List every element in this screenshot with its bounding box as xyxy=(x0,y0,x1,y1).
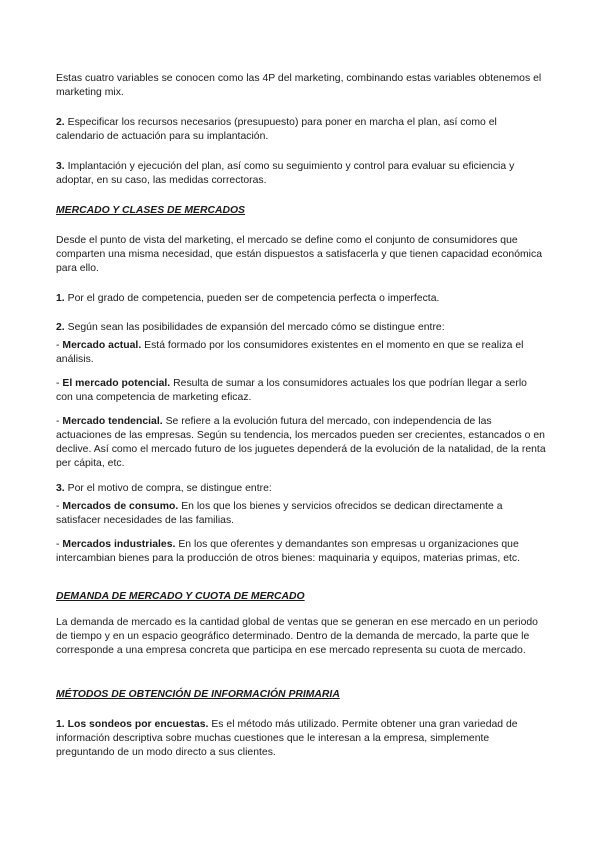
paragraph-text: Desde el punto de vista del marketing, el mercado se define como el conjunto de consumidores que comparten una misma necesidad, que están dispuestos a satisfacerla y que tienen capacidad económica para ello. xyxy=(56,235,543,274)
sub-item-mercados-consumo xyxy=(56,500,546,528)
dash: - xyxy=(56,378,63,389)
paragraph-text: La demanda de mercado es la cantidad global de ventas que se generan en ese mercado en un periodo de tiempo y en un espacio geográfico determinado. Dentro de la demanda de mercado, la parte que le corresponde a una empresa concreta que participa en ese mercado representa su cuota de mercado. xyxy=(56,617,538,656)
paragraph-text: Estas cuatro variables se conocen como las 4P del marketing, combinando estas variables obtenemos el marketing mix. xyxy=(56,73,542,98)
list-number: 2. xyxy=(56,322,65,333)
list-item-competition xyxy=(56,292,546,306)
term: Mercados industriales. xyxy=(62,539,176,550)
heading-mercado-clases: MERCADO Y CLASES DE MERCADOS xyxy=(56,205,245,216)
term: Mercado tendencial. xyxy=(62,416,163,427)
heading-metodos-informacion: MÉTODOS DE OBTENCIÓN DE INFORMACIÓN PRIMARIA xyxy=(56,689,340,700)
paragraph-text: Resulta de sumar a los consumidores actuales los que podrían llegar a serlo con una competencia de marketing eficaz. xyxy=(56,378,527,403)
sub-item-mercado-actual xyxy=(56,339,546,367)
paragraph-text: Está formado por los consumidores existentes en el momento en que se realiza el análisis. xyxy=(56,340,524,365)
term: Mercado actual. xyxy=(62,340,142,351)
dash: - xyxy=(56,340,63,351)
paragraph-text: Según sean las posibilidades de expansión del mercado cómo se distingue entre: xyxy=(64,322,445,333)
paragraph-resources xyxy=(56,116,546,144)
paragraph-text: En los que oferentes y demandantes son empresas u organizaciones que intercambian bienes para la producción de otros bienes: maquinaria y equipos, materias primas, etc. xyxy=(56,539,521,564)
paragraph-text: Se refiere a la evolución futura del mercado, con independencia de las actuaciones de las empresas. Según su tendencia, los mercados pueden ser crecientes, estancados o en declive. Así como el mercado futuro de los juguetes dependerá de la evolución de la natalidad, de la renta per cápita, etc. xyxy=(56,416,546,469)
sub-item-mercado-potencial xyxy=(56,377,546,405)
paragraph-4p-marketing xyxy=(56,72,546,100)
paragraph-text: Especificar los recursos necesarios (presupuesto) para poner en marcha el plan, así como el calendario de actuación para su implantación. xyxy=(56,117,497,142)
term: El mercado potencial. xyxy=(62,378,171,389)
list-item-expansion xyxy=(56,321,546,335)
paragraph-text: Por el motivo de compra, se distingue entre: xyxy=(64,483,272,494)
sub-item-mercado-tendencial xyxy=(56,415,546,471)
paragraph-text: En los que los bienes y servicios ofrecidos se dedican directamente a satisfacer necesidades de las familias. xyxy=(56,501,503,526)
paragraph-implementation xyxy=(56,160,546,188)
term: 1. Los sondeos por encuestas. xyxy=(56,719,209,730)
list-number: 3. xyxy=(56,161,65,172)
paragraph-market-definition xyxy=(56,234,546,276)
list-number: 1. xyxy=(56,293,65,304)
list-number: 2. xyxy=(56,117,65,128)
paragraph-text: Es el método más utilizado. Permite obtener una gran variedad de información descriptiva sobre muchas cuestiones que le interesan a la empresa, simplemente preguntando de un modo directo a sus clientes. xyxy=(56,719,518,758)
paragraph-text: Implantación y ejecución del plan, así como su seguimiento y control para evaluar su eficiencia y adoptar, en su caso, las medidas correctoras. xyxy=(56,161,515,186)
heading-demanda-cuota: DEMANDA DE MERCADO Y CUOTA DE MERCADO xyxy=(56,591,305,602)
paragraph-market-demand xyxy=(56,616,546,658)
dash: - xyxy=(56,501,63,512)
dash: - xyxy=(56,539,63,550)
dash: - xyxy=(56,416,63,427)
sub-item-mercados-industriales xyxy=(56,538,546,566)
term: Mercados de consumo. xyxy=(62,501,179,512)
list-number: 3. xyxy=(56,483,65,494)
list-item-sondeos xyxy=(56,718,546,760)
paragraph-text: Por el grado de competencia, pueden ser de competencia perfecta o imperfecta. xyxy=(64,293,440,304)
list-item-purchase-motive xyxy=(56,482,546,496)
